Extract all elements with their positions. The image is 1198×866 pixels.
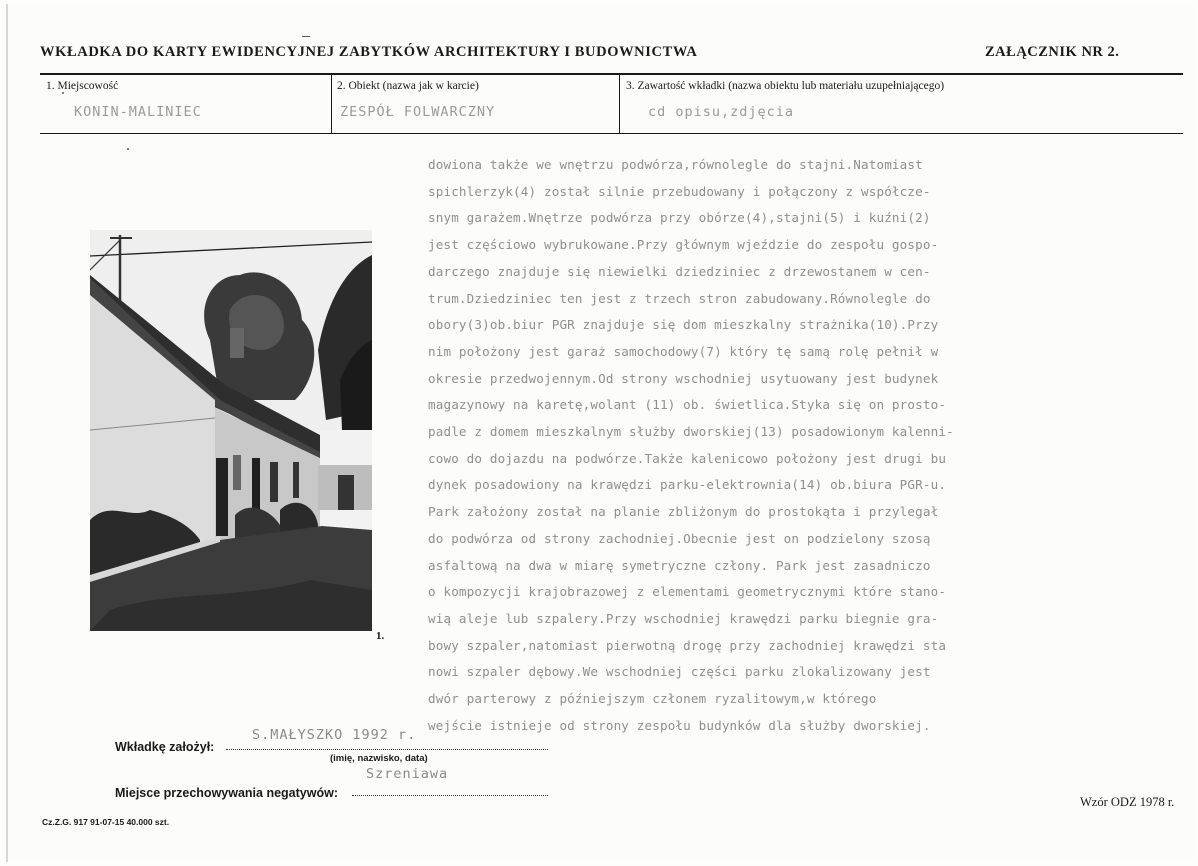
description-line: asfaltową na dwa w miarę symetryczne człony. Park jest zasadniczo [428, 557, 931, 573]
field-contents-value: cd opisu,zdjęcia [648, 104, 795, 120]
negatives-label: Miejsce przechowywania negatywów: [115, 786, 338, 800]
author-label: Wkładkę założył: [115, 740, 215, 754]
field-object-value: ZESPÓŁ FOLWARCZNY [340, 104, 496, 120]
description-line: do podwórza od strony zachodniej.Obecnie jest on podzielony szosą [428, 530, 931, 546]
photo-number: 1. [376, 630, 385, 642]
field-contents-label: 3. Zawartość wkładki (nazwa obiektu lub materiału uzupełniającego) [626, 80, 945, 92]
description-line: o kompozycji krajobrazowej z elementami geometrycznymi które stano- [428, 584, 947, 600]
description-line: nim położony jest garaż samochodowy(7) który tę samą rolę pełnił w [428, 343, 939, 359]
paper-speck [302, 36, 310, 37]
paper-speck [62, 92, 64, 94]
description-line: okresie przedwojennym.Od strony wschodniej usytuowany jest budynek [428, 370, 939, 386]
description-line: nowi szpaler dębowy.We wschodniej części parku zlokalizowany jest [428, 664, 931, 680]
description-line: jest częściowo wybrukowane.Przy głównym wjeździe do zespołu gospo- [428, 237, 939, 253]
author-dotted-line [226, 749, 548, 750]
header-rule-top [40, 73, 1183, 75]
description-line: bowy szpaler,natomiast pierwotną drogę przy zachodniej krawędzi sta [428, 637, 947, 653]
description-line: dynek posadowiony na krawędzi parku-elektrownia(14) ob.biura PGR-u. [428, 477, 947, 493]
description-line: trum.Dziedziniec ten jest z trzech stron zabudowany.Równolegle do [428, 290, 931, 306]
paper-speck [127, 148, 129, 150]
description-line: padle z domem mieszkalnym służby dworskiej(13) posadowionym kalenni- [428, 424, 954, 440]
description-line: Park założony został na planie zbliżonym do prostokąta i przylegał [428, 504, 939, 520]
description-line: dowiona także we wnętrzu podwórza,równolegle do stajni.Natomiast [428, 157, 923, 172]
description-line: snym garażem.Wnętrze podwórza przy obórze(4),stajni(5) i kuźni(2) [428, 210, 931, 226]
building-photo [90, 230, 372, 631]
card-title: WKŁADKA DO KARTY EWIDENCYJNEJ ZABYTKÓW ARCHITEKTURY I BUDOWNICTWA [40, 44, 698, 60]
description-line: obory(3)ob.biur PGR znajduje się dom mieszkalny strażnika(10).Przy [428, 317, 939, 333]
author-caption: (imię, nazwisko, data) [330, 753, 428, 764]
description-line: darczego znajduje się niewielki dziedziniec z drzewostanem w cen- [428, 263, 931, 279]
description-line: magazynowy na karetę,wolant (11) ob. świetlica.Styka się on prosto- [428, 397, 947, 413]
description-line: spichlerzyk(4) został silnie przebudowany i połączony z współcze- [428, 183, 931, 199]
field-object-label: 2. Obiekt (nazwa jak w karcie) [337, 80, 479, 92]
header-rule-bottom [40, 133, 1183, 134]
print-info: Cz.Z.G. 917 91-07-15 40.000 szt. [42, 817, 170, 827]
template-version: Wzór ODZ 1978 r. [1080, 795, 1175, 809]
negatives-value: Szreniawa [366, 766, 449, 782]
author-value: S.MAŁYSZKO 1992 r. [252, 727, 417, 743]
field-divider-1 [331, 75, 332, 133]
attachment-number: ZAŁĄCZNIK NR 2. [985, 44, 1120, 60]
field-locality-label: 1. Miejscowość [46, 80, 119, 92]
description-line: dwór parterowy z późniejszym członem ryzalitowym,w którego [428, 691, 877, 707]
field-divider-2 [619, 75, 620, 133]
field-locality-value: KONIN-MALINIEC [74, 104, 202, 120]
description-line: wejście istnieje od strony zespołu budynków dla służby dworskiej. [428, 717, 931, 733]
description-line: cowo do dojazdu na podwórze.Także kalenicowo położony jest drugi bu [428, 450, 947, 466]
description-line: wią aleje lub szpalery.Przy wschodniej krawędzi parku biegnie gra- [428, 610, 939, 626]
description-text [428, 152, 1128, 739]
negatives-dotted-line [352, 795, 548, 796]
